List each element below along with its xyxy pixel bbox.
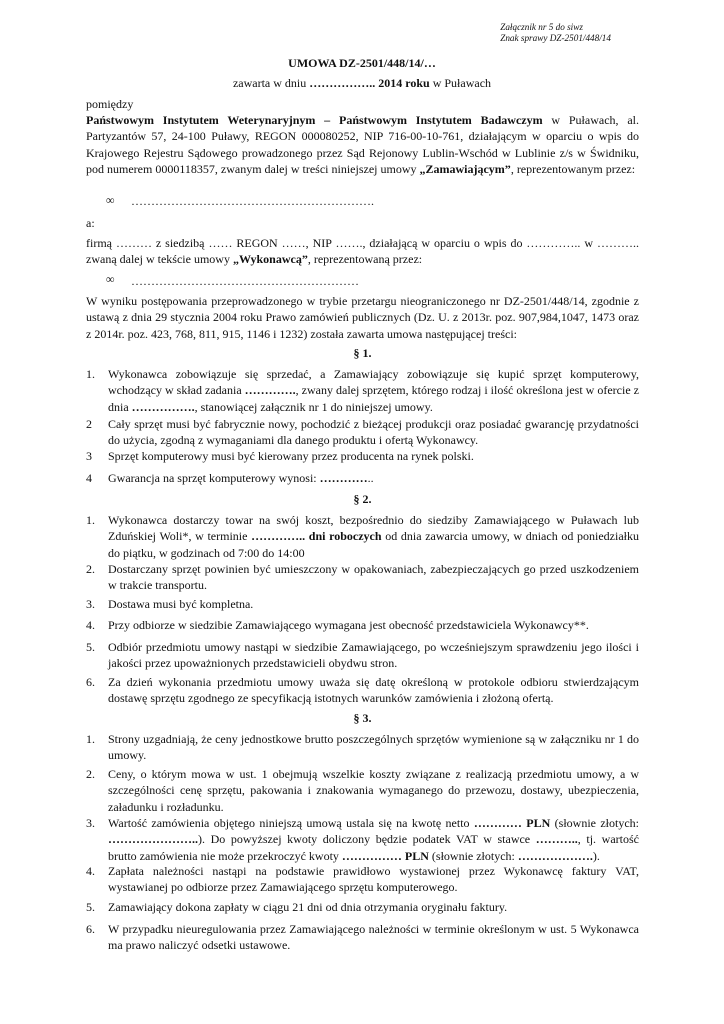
case-number: Znak sprawy DZ-2501/448/14 bbox=[500, 33, 611, 43]
item-number: 1. bbox=[86, 513, 95, 527]
item-number: 5. bbox=[86, 900, 95, 914]
section-1-item-2: Cały sprzęt musi być fabrycznie nowy, pochodzić z bieżącej produkcji oraz posiadać gwarancję przydatności do użycia, zgodną z wymaganiami dla danego produktu i ofertą Wykonawcy. bbox=[108, 417, 639, 448]
item-number: 2. bbox=[86, 562, 95, 576]
item-number: 2. bbox=[86, 767, 95, 781]
section-2-item-4: Przy odbiorze w siedzibie Zamawiającego wymagana jest obecność przedstawiciela Wykonawcy**. bbox=[108, 618, 589, 632]
representative-2-placeholder: ………………………………………………… bbox=[131, 274, 359, 288]
section-2-item-2: Dostarczany sprzęt powinien być umieszczony w opakowaniach, zabezpieczających go przed uszkodzeniem w trakcie transportu. bbox=[108, 562, 639, 593]
section-3-item-4: Zapłata należności nastąpi na podstawie prawidłowo wystawionej przez Wykonawcę faktury VAT, wystawianej po odbiorze przez Zamawiającego sprzętu komputerowego. bbox=[108, 864, 639, 895]
section-2-item-3: Dostawa musi być kompletna. bbox=[108, 597, 254, 611]
section-3-title: § 3. bbox=[353, 711, 372, 725]
item-number: 1. bbox=[86, 367, 95, 381]
item-number: 3. bbox=[86, 597, 95, 611]
item-number: 4. bbox=[86, 864, 95, 878]
section-2-title: § 2. bbox=[353, 492, 372, 506]
between-label: pomiędzy bbox=[86, 97, 134, 111]
bullet-icon: ∞ bbox=[106, 193, 115, 207]
item-number: 6. bbox=[86, 922, 95, 936]
item-number: 4 bbox=[86, 471, 92, 485]
section-2-item-6: Za dzień wykonania przedmiotu umowy uważa się datę określoną w protokole odbioru stwierdzającym dostawę sprzętu zgodnego ze specyfikacją istotnych warunków zamówienia i złożoną ofertą. bbox=[108, 675, 639, 706]
section-1-item-1: Wykonawca zobowiązuje się sprzedać, a Zamawiający zobowiązuje się kupić sprzęt komputerowy, wchodzący w skład zadania …………., zwany dalej sprzętem, którego rodzaj i ilość określona jest w ofercie z dnia ……………., stanowiącej załącznik nr 1 do niniejszej umowy. bbox=[108, 367, 639, 414]
item-number: 2 bbox=[86, 417, 92, 431]
contract-title: UMOWA DZ-2501/448/14/… bbox=[288, 56, 436, 70]
section-2-item-5: Odbiór przedmiotu umowy nastąpi w siedzibie Zamawiającego, po wcześniejszym sprawdzeniu jego ilości i jakości przez upoważnionych przedstawicieli obydwu stron. bbox=[108, 640, 639, 671]
item-number: 4. bbox=[86, 618, 95, 632]
representative-1-placeholder: ……………………………………………………. bbox=[131, 194, 374, 208]
intro-paragraph: W wyniku postępowania przeprowadzonego w trybie przetargu nieograniczonego nr DZ-2501/448/14, zgodnie z ustawą z dnia 29 stycznia 2004 roku Prawo zamówień publicznych (Dz. U. z 2013r. poz. 907,984,1047, 1473 oraz z 2014r. poz. 423, 768, 811, 915, 1146 i 1232) została zawarta umowa następującej treści: bbox=[86, 294, 639, 341]
item-number: 3 bbox=[86, 449, 92, 463]
bullet-icon: ∞ bbox=[106, 272, 115, 286]
section-3-item-6: W przypadku nieuregulowania przez Zamawiającego należności w terminie określonym w ust. 5 Wykonawca ma prawo naliczyć odsetki ustawowe. bbox=[108, 922, 639, 953]
party-ordering: Państwowym Instytutem Weterynaryjnym – Państwowym Instytutem Badawczym w Puławach, al. Partyzantów 57, 24-100 Puławy, REGON 000080252, NIP 716-00-10-761, działającym w oparciu o wpis do Krajowego Rejestru Sądowego prowadzonego przez Sąd Rejonowy Lublin-Wschód w Lublinie z/s w Świdniku, pod numerem 0000118357, zwanym dalej w treści niniejszej umowy „Zamawiającym”, reprezentowanym przez: bbox=[86, 113, 639, 177]
party-contractor: firmą ……… z siedzibą …… REGON ……, NIP ……., działającą w oparciu o wpis do ………….. w ……….. zwaną dalej w tekście umowy „Wykonawcą”, reprezentowaną przez: bbox=[86, 236, 639, 267]
item-number: 3. bbox=[86, 816, 95, 830]
contract-date-line: zawarta w dniu …………….. 2014 roku w Puławach bbox=[232, 76, 492, 90]
document-header bbox=[500, 22, 611, 44]
attachment-note: Załącznik nr 5 do siwz bbox=[500, 22, 583, 32]
and-label: a: bbox=[86, 216, 95, 230]
section-3-item-1: Strony uzgadniają, że ceny jednostkowe brutto poszczególnych sprzętów wymienione są w załączniku nr 1 do umowy. bbox=[108, 732, 639, 763]
section-1-item-4: Gwarancja na sprzęt komputerowy wynosi: ………….. bbox=[108, 471, 374, 485]
section-1-item-3: Sprzęt komputerowy musi być kierowany przez producenta na rynek polski. bbox=[108, 449, 474, 463]
item-number: 1. bbox=[86, 732, 95, 746]
section-3-item-3: Wartość zamówienia objętego niniejszą umową ustala się na kwotę netto ………… PLN (słownie złotych: …………………..). Do powyższej kwoty doliczony będzie podatek VAT w stawce ……….., tj. wartość brutto zamówienia nie może przekroczyć kwoty …………… PLN (słownie złotych: ……………….). bbox=[108, 816, 640, 863]
item-number: 6. bbox=[86, 675, 95, 689]
section-1-title: § 1. bbox=[353, 346, 372, 360]
item-number: 5. bbox=[86, 640, 95, 654]
section-3-item-2: Ceny, o którym mowa w ust. 1 obejmują wszelkie koszty związane z realizacją przedmiotu umowy, a w szczególności cenę sprzętu, pakowania i znakowania wymaganego do przewozu, dostawy, ubezpieczenia, załadunku i rozładunku. bbox=[108, 767, 639, 814]
section-2-item-1: Wykonawca dostarczy towar na swój koszt, bezpośrednio do siedziby Zamawiającego w Puławach lub Zduńskiej Woli*, w terminie ………….. dni roboczych od dnia zawarcia umowy, w dniach od poniedziałku do piątku, w godzinach od 7:00 do 14:00 bbox=[108, 513, 639, 560]
section-3-item-5: Zamawiający dokona zapłaty w ciągu 21 dni od dnia otrzymania oryginału faktury. bbox=[108, 900, 508, 914]
